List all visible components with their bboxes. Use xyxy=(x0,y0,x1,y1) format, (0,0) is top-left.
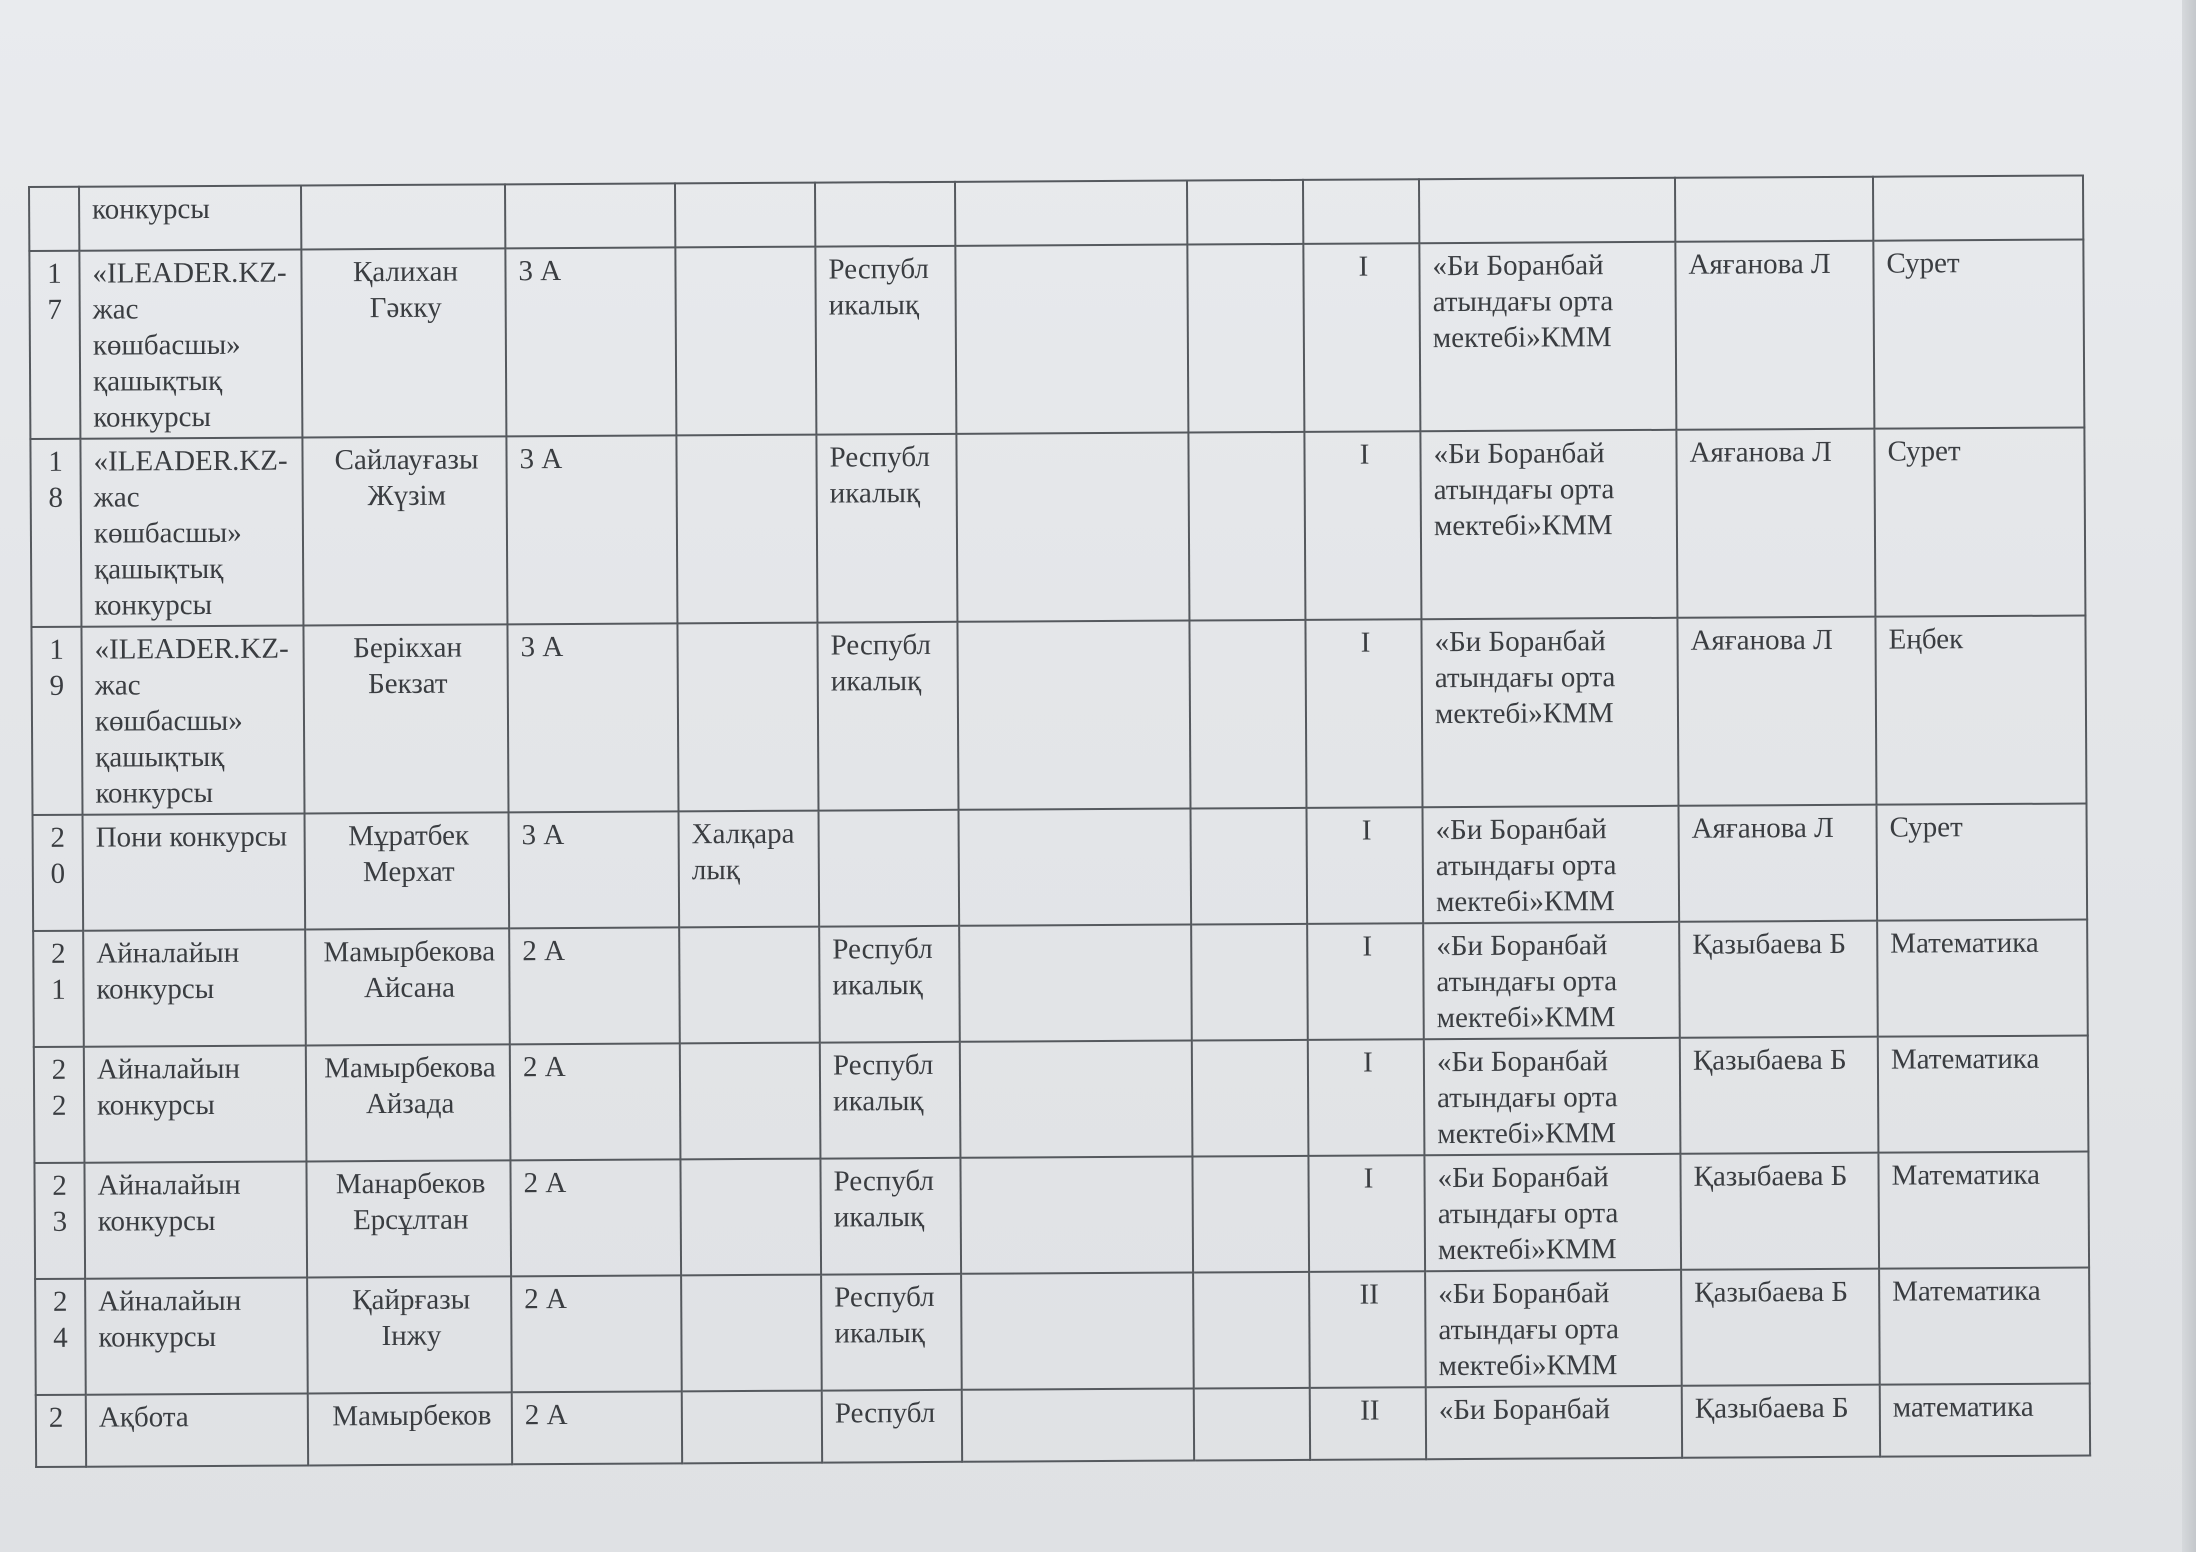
table-row xyxy=(31,616,2086,815)
cell-subject: Сурет xyxy=(1873,240,2084,429)
cell-republican: Республ икалық xyxy=(815,246,956,435)
cell-teacher xyxy=(1675,177,1873,242)
cell-place: II xyxy=(1309,1271,1426,1388)
cell-school: «Би Боранбай атындағы орта мектебі»КММ xyxy=(1422,806,1679,923)
cell-international xyxy=(682,1391,822,1464)
table-row xyxy=(35,1268,2090,1395)
cell-international: Халқара лық xyxy=(679,811,820,928)
cell-subject: математика xyxy=(1880,1384,2090,1457)
cell-republican: Республ икалық xyxy=(820,1042,961,1159)
cell-international xyxy=(681,1275,822,1392)
cell-no: 1 8 xyxy=(30,439,81,627)
cell-student: Мамырбекова Айзада xyxy=(306,1044,511,1161)
cell-col8 xyxy=(1194,1388,1310,1461)
cell-no: 2 2 xyxy=(34,1047,85,1163)
cell-student xyxy=(301,184,505,249)
cell-student: Мамырбеков xyxy=(308,1392,512,1465)
table-row xyxy=(34,1152,2089,1279)
cell-subject: Сурет xyxy=(1874,428,2085,617)
cell-competition: «ILEADER.KZ- жас көшбасшы» қашықтық конкурсы xyxy=(80,437,303,626)
cell-school: «Би Боранбай xyxy=(1426,1386,1682,1459)
cell-international xyxy=(675,183,815,248)
cell-col7 xyxy=(955,245,1188,434)
cell-col8 xyxy=(1188,432,1305,621)
cell-col8 xyxy=(1187,244,1304,433)
cell-competition: Пони конкурсы xyxy=(83,813,306,930)
cell-class xyxy=(505,183,675,248)
cell-subject: Сурет xyxy=(1876,804,2087,921)
cell-competition: Айналайын конкурсы xyxy=(85,1277,308,1394)
cell-class: 3 А xyxy=(505,247,676,436)
cell-no: 2 4 xyxy=(35,1279,86,1395)
cell-teacher: Қазыбаева Б xyxy=(1679,921,1878,1038)
cell-school: «Би Боранбай атындағы орта мектебі»КММ xyxy=(1423,922,1680,1039)
table-row xyxy=(30,428,2085,627)
cell-col7 xyxy=(960,1157,1193,1274)
cell-place: I xyxy=(1304,431,1421,620)
cell-school: «Би Боранбай атындағы орта мектебі»КММ xyxy=(1420,430,1677,619)
cell-school xyxy=(1419,178,1675,243)
cell-school: «Би Боранбай атындағы орта мектебі»КММ xyxy=(1424,1038,1681,1155)
cell-col8 xyxy=(1190,808,1307,925)
cell-republican: Республ икалық xyxy=(819,926,960,1043)
cell-competition: Айналайын конкурсы xyxy=(84,1161,307,1278)
cell-teacher: Аяғанова Л xyxy=(1675,241,1874,430)
cell-teacher: Аяғанова Л xyxy=(1677,617,1876,806)
cell-republican xyxy=(815,182,955,247)
cell-student: Мұратбек Мерхат xyxy=(305,812,510,929)
table-body xyxy=(29,176,2090,1467)
cell-col7 xyxy=(959,925,1192,1042)
cell-col8 xyxy=(1189,620,1306,809)
cell-competition: Ақбота xyxy=(86,1393,308,1466)
cell-place: I xyxy=(1306,807,1423,924)
table-row xyxy=(34,1036,2089,1163)
cell-col8 xyxy=(1191,924,1308,1041)
cell-col8 xyxy=(1192,1156,1309,1273)
cell-class: 2 А xyxy=(510,1159,681,1276)
cell-republican: Республ икалық xyxy=(817,622,958,811)
cell-teacher: Қазыбаева Б xyxy=(1681,1269,1880,1386)
cell-subject: Математика xyxy=(1877,920,2088,1037)
cell-no: 1 7 xyxy=(29,251,80,439)
cell-no: 2 3 xyxy=(34,1163,85,1279)
cell-class: 2 А xyxy=(512,1391,682,1464)
cell-student: Манарбеков Ерсұлтан xyxy=(306,1160,511,1277)
cell-school: «Би Боранбай атындағы орта мектебі»КММ xyxy=(1419,242,1676,431)
cell-international xyxy=(676,435,817,624)
cell-col7 xyxy=(961,1273,1194,1390)
cell-place xyxy=(1303,179,1419,244)
table-row xyxy=(36,1384,2090,1467)
cell-competition: Айналайын конкурсы xyxy=(83,929,306,1046)
cell-international xyxy=(679,927,820,1044)
cell-place: I xyxy=(1307,923,1424,1040)
cell-col8 xyxy=(1192,1040,1309,1157)
cell-place: I xyxy=(1308,1039,1425,1156)
cell-col7 xyxy=(962,1389,1194,1462)
cell-subject: Математика xyxy=(1878,1036,2089,1153)
cell-no: 1 9 xyxy=(31,627,82,815)
cell-place: II xyxy=(1310,1387,1426,1460)
cell-school: «Би Боранбай атындағы орта мектебі»КММ xyxy=(1421,618,1678,807)
cell-col7 xyxy=(956,433,1189,622)
cell-class: 3 А xyxy=(507,623,678,812)
cell-subject xyxy=(1873,176,2083,241)
table-row xyxy=(33,804,2088,931)
cell-place: I xyxy=(1305,619,1422,808)
cell-international xyxy=(677,623,818,812)
cell-republican xyxy=(819,810,960,927)
cell-subject: Математика xyxy=(1878,1152,2089,1269)
cell-international xyxy=(675,247,816,436)
cell-republican: Республ икалық xyxy=(821,1274,962,1391)
cell-col7 xyxy=(955,181,1187,246)
cell-republican: Республ xyxy=(822,1390,962,1463)
cell-student: Мамырбекова Айсана xyxy=(305,928,510,1045)
cell-no: 2 xyxy=(36,1395,86,1467)
cell-subject: Математика xyxy=(1879,1268,2090,1385)
continuation-row xyxy=(29,176,2083,251)
cell-no: 2 1 xyxy=(33,931,84,1047)
cell-place: I xyxy=(1308,1155,1425,1272)
cell-student: Сайлауғазы Жүзім xyxy=(302,436,507,625)
cell-competition: «ILEADER.KZ- жас көшбасшы» қашықтық конкурсы xyxy=(79,249,302,438)
cell-class: 2 А xyxy=(511,1275,682,1392)
cell-teacher: Қазыбаева Б xyxy=(1680,1037,1879,1154)
cell-col8 xyxy=(1193,1272,1310,1389)
cell-republican: Республ икалық xyxy=(816,434,957,623)
table-row xyxy=(33,920,2088,1047)
cell-class: 3 А xyxy=(506,435,677,624)
cell-no xyxy=(29,187,79,251)
cell-teacher: Аяғанова Л xyxy=(1676,429,1875,618)
cell-competition: конкурсы xyxy=(79,185,301,250)
cell-international xyxy=(680,1043,821,1160)
awards-table xyxy=(28,175,2091,1468)
cell-col7 xyxy=(960,1041,1193,1158)
cell-teacher: Қазыбаева Б xyxy=(1680,1153,1879,1270)
cell-class: 3 А xyxy=(509,811,680,928)
cell-class: 2 А xyxy=(510,1043,681,1160)
cell-col7 xyxy=(957,621,1190,810)
cell-competition: Айналайын конкурсы xyxy=(84,1045,307,1162)
cell-place: I xyxy=(1303,243,1420,432)
cell-republican: Республ икалық xyxy=(820,1158,961,1275)
cell-col8 xyxy=(1187,180,1303,245)
cell-col7 xyxy=(958,809,1191,926)
cell-student: Қалихан Гәкку xyxy=(301,248,506,437)
cell-competition: «ILEADER.KZ- жас көшбасшы» қашықтық конкурсы xyxy=(81,625,304,814)
cell-teacher: Қазыбаева Б xyxy=(1682,1385,1880,1458)
cell-international xyxy=(680,1159,821,1276)
cell-no: 2 0 xyxy=(33,815,84,931)
cell-teacher: Аяғанова Л xyxy=(1678,805,1877,922)
table-row xyxy=(29,240,2084,439)
cell-student: Қайрғазы Інжу xyxy=(307,1276,512,1393)
paper-edge xyxy=(2182,0,2196,1552)
cell-subject: Еңбек xyxy=(1875,616,2086,805)
cell-class: 2 А xyxy=(509,927,680,1044)
cell-student: Берікхан Бекзат xyxy=(303,624,508,813)
cell-school: «Би Боранбай атындағы орта мектебі»КММ xyxy=(1424,1154,1681,1271)
cell-school: «Би Боранбай атындағы орта мектебі»КММ xyxy=(1425,1270,1682,1387)
